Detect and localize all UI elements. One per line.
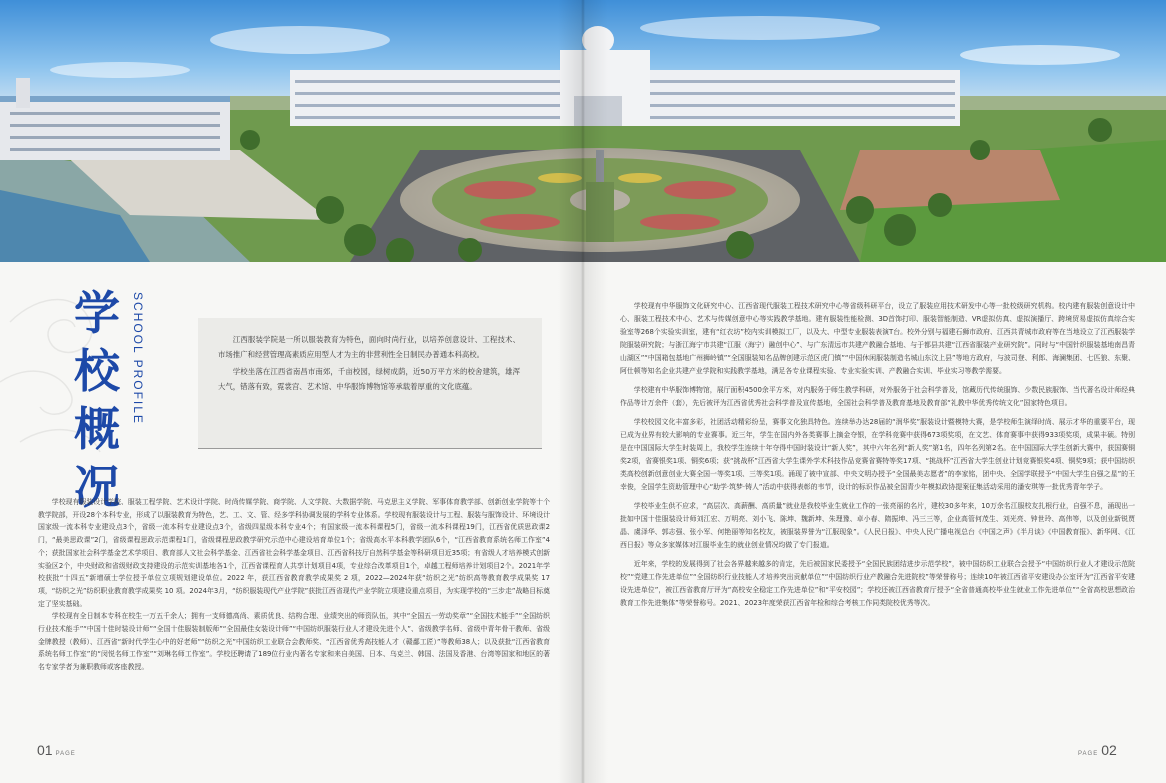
body-paragraph: 学校校园文化丰富多彩，社团活动精彩纷呈，赛事文化独具特色。连续举办达28届的“润华奖”服装设计暨模特大赛，是学校师生演绎时尚、展示才华的重要平台，现已成为业界有较大影响的专业赛事。近三年，学生在国内外各类赛事上摘金夺银，在学科竞赛中获得673项奖项，在文艺、体育赛事中获得933项奖项，成果丰硕。特别是在中国国际大学生时装周上，我校学生连续十年夺得中国时装设计“新人奖”，其中六年名列“新人奖”第1名，四年名列第2名。在中国国际大学生创新大赛中，获国赛铜奖2项，省赛银奖1项、铜奖6项；获“挑战杯”江西省大学生课外学术科技作品竞赛省赛特等奖17项、“挑战杯”江西省大学生创业计划竞赛银奖4项、铜奖9项；获中国纺织类高校创新创意创业大赛全国一等奖1项、三等奖1项。涌现了被中宣部、中央文明办授予“全国最美志愿者”的李家铭，团中央、全国学联授予“中国大学生自强之星”的王幸俊，全国学生资助管理中心“助学·筑梦·铸人”活动中获得表彰的韦节，设计的标识作品被全国青少年模拟政协提案征集活动采用的潘安琪等一批优秀青年学子。	[620, 418, 1135, 491]
page-label: PAGE	[1078, 751, 1099, 757]
body-paragraph: 学校现有服装设计学院、服装工程学院、艺术设计学院、时尚传媒学院、商学院、人文学院、大数据学院、马克思主义学院、军事体育教学部、创新创业学院等十个教学院部，开设28个本科专业，形成了以服装教育为特色，艺、工、文、管、经多学科协调发展的学科专业体系。学校现有服装设计与工程、服装与服饰设计、环境设计国家级一流本科专业建设点3个，省级一流本科专业建设点3个，省级四星级本科专业4个；有国家级一流本科课程5门，省级一流本科课程19门，江西省优质思政课2门，“最美思政课”2门，省级课程思政示范课程1门，省级课程思政教学研究示范中心建设培育单位1个；省级高水平本科教学团队6个，“江西省教育系统名师工作室”4个；获批国家社会科学基金艺术学项目、教育部人文社会科学基金、江西省社会科学基金项目、江西省科技厅自然科学基金等科研项目近35项；有省级人才培养模式创新实验区2个，中央财政和省级财政支持建设的示范实训基地各1个，江西省课程育人共享计划项目4项，专业综合改革项目1个，卓越工程师培养计划项目2个。2021年学校获批“十四五”新增硕士学位授予单位立项规划建设单位。2022 年，获江西省教育教学成果奖 2 项，2022—2024年获“纺织之光”纺织高等教育教学成果奖 17 项，“纺织之光”纺织职业教育教学成果奖 10 项。2024年3月，“纺织服装现代产业学院”获批江西省现代产业学院立项建设重点项目，为实现学校的“三步走”战略目标奠定了坚实基础。	[38, 498, 550, 608]
right-body-text	[620, 300, 1135, 616]
title-char: 概	[74, 402, 120, 456]
page-title-chinese	[74, 284, 130, 516]
intro-divider	[198, 448, 542, 449]
body-paragraph: 学校现有中华服饰文化研究中心、江西省现代服装工程技术研究中心等省级科研平台，设立了服装应用技术研发中心等一批校级研究机构。校内建有服装创意设计中心、服装工程技术中心、艺术与传媒创意中心等实践教学基地。建有服装性能检测、3D首饰打印、服装智能制造、VR虚拟仿真、虚拟演播厅、跨境贸易虚拟仿真综合实验室等268个实验实训室，建有“红衣坊”校内实训模拟工厂，以及大、中型专业服装表演T台。校外分别与福建石狮市政府、江西共青城市政府等在当地设立了江西服装学院服装研究院；与浙江海宁市共建“江服（海宁）融创中心”、与广东清远市共建产教融合基地、与于都县共建“江西省服装产业研究院”。同时与“中国针织服装基地南昌青山湖区”“中国箱包基地广州狮岭镇”“全国服装知名品牌创建示范区虎门镇”“中国休闲服装制造名城山东汶上县”等地方政府，与波司登、利郎、海澜集团、七匹狼、东聚、阿仕顿等知名企业共建产业学院和实践教学基地，满足各专业课程实验、专业实验实训、产教融合实训、毕业实习等教学需要。	[620, 302, 1135, 375]
campus-aerial-illustration	[0, 0, 1166, 262]
body-paragraph: 学校现有全日制本专科在校生一万五千余人；拥有一支师德高尚、素质优良、结构合理、业绩突出的师资队伍，其中“全国五一劳动奖章”“全国技术能手”“全国纺织行业技术能手”“中国十佳时装设计师”“全国十佳服装制版师”“全国最佳女装设计师”“中国纺织服装行业人才建设先进个人”、省级教学名师、省级中青年骨干教师、省级金牌教授（教师）、江西省“新时代学生心中的好老师”“纺织之光”中国纺织工业联合会教师奖、“江西省优秀高技能人才（赣鄱工匠）”等教师38人；以及获批“江西省教育系统名师工作室”的“闵悦名师工作室”“刘琳名师工作室”。学校还聘请了189位行业内著名专家和来自美国、日本、乌克兰、韩国、法国及香港、台湾等国家和地区的著名专家学者为兼职教师或客座教授。	[38, 612, 550, 672]
title-char: 况	[74, 460, 120, 514]
title-char: 学	[74, 286, 120, 340]
body-paragraph: 近年来，学校的发展得到了社会各界越来越多的肯定，先后被国家民委授予“全国民族团结进步示范学校”，被中国纺织工业联合会授予“中国纺织行业人才建设示范院校”“党建工作先进单位”“全国纺织行业技能人才培养突出贡献单位”“中国纺织行业产教融合先进院校”等荣誉称号；连续10年被江西省平安建设办公室评为“江西省平安建设先进单位”，被江西省教育厅评为“高校安全稳定工作先进单位”和“平安校园”；学校还被江西省教育厅授予“全省普通高校毕业生就业工作先进单位”“全省高校思想政治教育工作先进集体”等荣誉称号。2021、2023年度荣获江西省年检和综合考核工作同类院校优秀等次。	[620, 560, 1135, 607]
right-page	[583, 262, 1166, 783]
left-page	[0, 262, 583, 783]
campus-aerial-photo	[0, 0, 1166, 262]
title-char: 校	[74, 344, 120, 398]
intro-paragraph: 学校坐落在江西省南昌市南郊，千亩校园，绿树成荫，近50万平方米的校舍建筑，雄浑大气，错落有致，霓裳宫、艺术馆、中华服饰博物馆等承载着厚重的文化底蕴。	[218, 367, 520, 391]
page-number: 02	[1101, 742, 1117, 758]
page-title-english: SCHOOL PROFILE	[131, 292, 145, 425]
left-body-text	[38, 496, 550, 674]
body-paragraph: 学校毕业生供不应求，“高层次、高薪酬、高质量”就业是我校毕业生就业工作的一张亮丽的名片，建校30多年来，10万余名江服校友扎根行业，自强不息，涌现出一批如中国十佳服装设计师刘江宏、万明亮、刘小飞、陈坤、魏新坤、朱理豫、卓小春、隋振坤、冯三三等，企业高管何茂生、刘光亮、钟世玲、高伟等，以及创业新锐贾晶、虞泽华、郭志强、张小军、何艳丽等知名校友，被服装界誉为“江服现象”。《人民日报》、中央人民广播电视总台《中国之声》《半月谈》《中国教育报》、新华网、《江西日报》等众多家媒体对江服毕业生的就业创业情况均做了专门报道。	[620, 502, 1135, 549]
page-number-left	[37, 742, 79, 760]
intro-paragraph: 江西服装学院是一所以服装教育为特色，面向时尚行业，以培养创意设计、工程技术、市场推广和经营管理高素质应用型人才为主的非营利性全日制民办普通本科高校。	[218, 335, 520, 359]
page-number-right	[1075, 742, 1117, 760]
intro-box	[198, 318, 542, 448]
page-label: PAGE	[55, 751, 76, 757]
page-number: 01	[37, 742, 53, 758]
body-paragraph: 学校建有中华服饰博物馆，展厅面积4500余平方米，对内服务于师生教学科研，对外服务于社会科学普及，馆藏历代传统服饰、少数民族服饰、当代著名设计师经典作品等计万余件（套），先后被评为江西省优秀社会科学普及宣传基地，全国社会科学普及教育基地及教育部“礼教中华优秀传统文化”国家特色项目。	[620, 386, 1135, 407]
